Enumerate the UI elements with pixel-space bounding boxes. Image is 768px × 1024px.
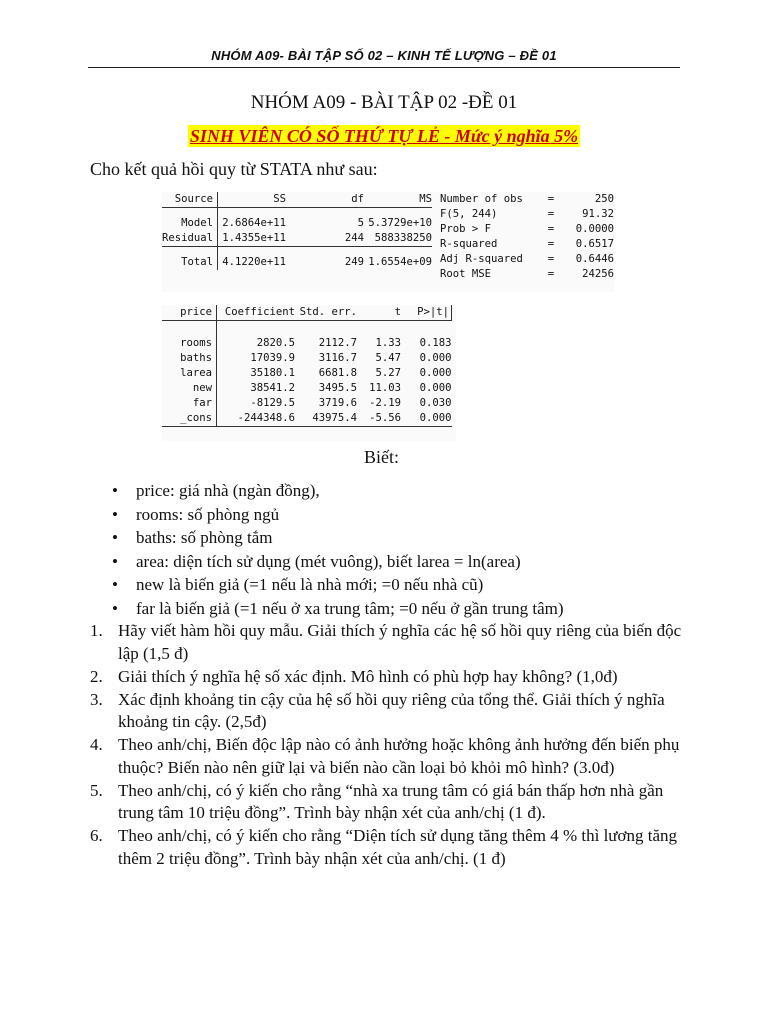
model-stat-eq: = [547,268,555,280]
anova-header-ss: SS [218,192,287,208]
model-stat-row [440,252,614,267]
definition-item: • price: giá nhà (ngàn đồng), [108,479,708,503]
definition-item: • new là biến giả (=1 nếu là nhà mới; =0 nếu nhà cũ) [108,573,708,597]
coef-row [162,336,452,351]
anova-source: Model [162,216,218,231]
coef-t: 11.03 [369,382,401,394]
coef-p: 0.000 [401,411,452,427]
coef-row [162,351,452,366]
coefficient-table [162,305,452,427]
coef-value: -8129.5 [250,397,295,409]
anova-ss: 2.6864e+11 [222,217,287,229]
intro-text: Cho kết quả hồi quy từ STATA như sau: [90,159,378,179]
definition-item: • baths: số phòng tắm [108,526,708,550]
coef-p: 0.000 [419,352,452,364]
coef-p: 0.000 [419,382,452,394]
coef-value: -244348.6 [217,411,296,427]
question-text: Theo anh/chị, Biến độc lập nào có ảnh hưởng hoặc không ảnh hưởng đến biến phụ thuộc? Biến nào nên giữ lại và biến nào cần loại bỏ khỏi mô hình? (3.0đ) [118,735,680,777]
coef-row [162,396,452,411]
coef-row [162,366,452,381]
anova-ss: 1.4355e+11 [218,231,287,247]
question-item [90,689,690,734]
anova-spacer [162,247,432,256]
definition-item: • rooms: số phòng ngủ [108,503,708,527]
model-stat-value: 0.0000 [575,223,614,235]
coef-row [162,411,452,427]
model-stat-value: 24256 [582,268,614,280]
anova-df: 244 [286,231,364,247]
coef-se: 2112.7 [318,337,357,349]
coef-se: 3116.7 [318,352,357,364]
anova-source: Residual [162,231,218,247]
coef-se: 43975.4 [295,411,357,427]
document-title: NHÓM A09 - BÀI TẬP 02 -ĐỀ 01 [250,92,518,113]
question-item [90,666,690,689]
anova-total-row [162,255,432,270]
model-stat-row [440,267,614,282]
question-number: 4. [90,735,103,754]
question-item [90,734,690,779]
highlighted-subtitle: SINH VIÊN CÓ SỐ THỨ TỰ LẺ - Mức ý nghĩa 5% [189,126,579,146]
coef-se: 3495.5 [318,382,357,394]
anova-df: 5 [357,217,365,229]
coef-var: baths [162,351,217,366]
question-text: Xác định khoảng tin cậy của hệ số hồi quy riêng của tổng thể. Giải thích ý nghĩa khoảng tin cậy. (2,5đ) [118,689,665,731]
model-stat-eq: = [547,253,555,265]
question-item [90,620,690,665]
question-number: 1. [90,621,103,640]
model-stat-label: F(5, 244) [440,208,498,220]
model-stat-value: 250 [594,193,614,205]
question-number: 6. [90,826,103,845]
model-stat-label: Number of obs [440,193,523,205]
anova-total-ss: 4.1220e+11 [222,256,287,268]
coef-t: -2.19 [369,397,401,409]
question-number: 3. [90,689,103,709]
model-stat-row [440,237,614,252]
given-label: Biết: [364,447,399,467]
coef-t: 5.47 [375,352,401,364]
coef-header-p: P>|t| [401,305,452,321]
coef-header-coef: Coefficient [217,305,296,321]
coef-p: 0.183 [419,337,452,349]
coef-value: 38541.2 [250,382,295,394]
coef-t: -5.56 [357,411,401,427]
coef-var: _cons [162,411,217,427]
model-stat-value: 0.6517 [575,238,614,250]
subtitle-container [0,125,768,147]
stata-anova-output [162,192,614,292]
model-stat-label: Adj R-squared [440,253,523,265]
anova-header-source: Source [162,192,218,208]
question-text: Theo anh/chị, có ý kiến cho rằng “nhà xa trung tâm có giá bán thấp hơn nhà gần trung tâm 10 triệu đồng”. Trình bày nhận xét của anh/chị (1 đ). [118,780,664,822]
coef-value: 17039.9 [250,352,295,364]
model-stats-table [440,192,614,282]
model-stat-label: R-squared [440,238,498,250]
definition-list [108,479,708,620]
model-stat-eq: = [547,193,555,205]
coef-header-var: price [162,305,217,321]
header-rule [88,67,680,68]
anova-total-source: Total [162,255,218,270]
question-number: 2. [90,666,103,686]
anova-header-ms: MS [364,192,432,208]
coef-var: rooms [162,336,217,351]
anova-header-row [162,192,432,208]
anova-ms: 5.3729e+10 [368,217,433,229]
question-list [90,620,690,871]
model-stat-eq: = [547,223,555,235]
anova-row [162,216,432,231]
anova-spacer [162,208,432,217]
anova-total-df: 249 [344,256,365,268]
question-item [90,780,690,825]
anova-total-ms: 1.6554e+09 [368,256,433,268]
coef-se: 3719.6 [318,397,357,409]
coef-spacer [162,321,452,337]
coef-p: 0.030 [419,397,452,409]
coef-p: 0.000 [419,367,452,379]
coef-header-t: t [357,305,401,321]
coef-value: 2820.5 [256,337,295,349]
coef-value: 35180.1 [250,367,295,379]
question-text: Giải thích ý nghĩa hệ số xác định. Mô hình có phù hợp hay không? (1,0đ) [118,666,618,686]
question-item [90,825,690,870]
coef-var: new [162,381,217,396]
coef-var: larea [162,366,217,381]
model-stat-value: 91.32 [582,208,614,220]
question-text: Hãy viết hàm hồi quy mẫu. Giải thích ý nghĩa các hệ số hồi quy riêng của biến độc lập (1,5 đ) [118,621,682,663]
running-header: NHÓM A09- BÀI TẬP SỐ 02 – KINH TẾ LƯỢNG – ĐỀ 01 [211,48,557,63]
coef-t: 5.27 [375,367,401,379]
model-stat-row [440,222,614,237]
definition-item: • far là biến giả (=1 nếu ở xa trung tâm; =0 nếu ở gần trung tâm) [108,597,708,621]
coef-var: far [162,396,217,411]
model-stat-eq: = [547,238,555,250]
model-stat-row [440,192,614,207]
definition-item: • area: diện tích sử dụng (mét vuông), biết larea = ln(area) [108,550,708,574]
question-number: 5. [90,780,103,800]
stata-coefficient-output [162,305,456,441]
coef-header-se: Std. err. [295,305,357,321]
coef-se: 6681.8 [318,367,357,379]
question-text: Theo anh/chị, có ý kiến cho rằng “Diện tích sử dụng tăng thêm 4 % thì lương tăng thêm 2 triệu đồng”. Trình bày nhận xét của anh/chị. (1 đ) [118,826,678,868]
coef-header-row [162,305,452,321]
anova-header-df: df [286,192,364,208]
anova-ms: 588338250 [364,231,432,247]
coef-row [162,381,452,396]
model-stat-row [440,207,614,222]
model-stat-value: 0.6446 [575,253,614,265]
model-stat-label: Root MSE [440,268,492,280]
anova-table [162,192,432,270]
anova-row [162,231,432,247]
model-stat-eq: = [547,208,555,220]
coef-t: 1.33 [375,337,401,349]
model-stat-label: Prob > F [440,223,492,235]
